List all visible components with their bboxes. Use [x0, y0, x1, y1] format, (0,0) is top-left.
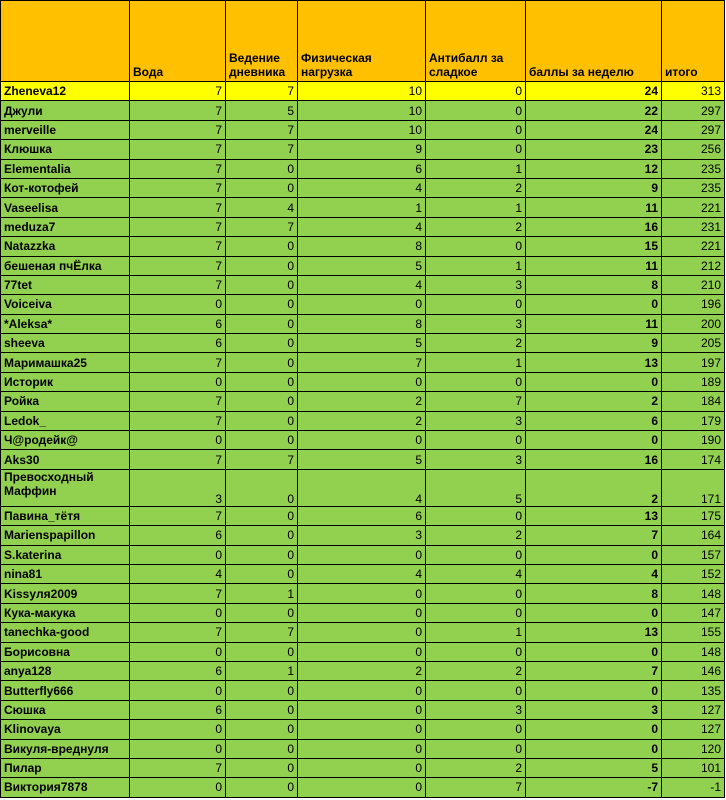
header-week: баллы за неделю	[526, 1, 662, 82]
water-cell: 7	[130, 450, 226, 469]
participant-name: Ч@родейк@	[1, 431, 130, 450]
participant-name: nina81	[1, 564, 130, 583]
sweets-cell: 2	[426, 217, 526, 236]
water-cell: 7	[130, 411, 226, 430]
sweets-cell: 0	[426, 120, 526, 139]
total-score-cell: 120	[662, 739, 725, 758]
week-score-cell: 11	[526, 256, 662, 275]
diary-cell: 0	[226, 431, 298, 450]
total-score-cell: 127	[662, 720, 725, 739]
diary-cell: 0	[226, 469, 298, 506]
diary-cell: 7	[226, 120, 298, 139]
sweets-cell: 0	[426, 642, 526, 661]
water-cell: 3	[130, 469, 226, 506]
exercise-cell: 4	[298, 275, 426, 294]
sweets-cell: 2	[426, 526, 526, 545]
participant-name: Butterfly666	[1, 681, 130, 700]
diary-cell: 5	[226, 101, 298, 120]
participant-name: Павина_тётя	[1, 506, 130, 525]
diary-cell: 0	[226, 178, 298, 197]
participant-name: Превосходный Маффин	[1, 469, 130, 506]
participant-name: Маримашка25	[1, 353, 130, 372]
total-score-cell: 235	[662, 159, 725, 178]
water-cell: 7	[130, 353, 226, 372]
header-diary: Ведение дневника	[226, 1, 298, 82]
exercise-cell: 0	[298, 295, 426, 314]
sweets-cell: 0	[426, 140, 526, 159]
exercise-cell: 0	[298, 720, 426, 739]
table-row	[1, 526, 725, 545]
exercise-cell: 7	[298, 353, 426, 372]
table-row	[1, 159, 725, 178]
sweets-cell: 1	[426, 353, 526, 372]
table-row	[1, 545, 725, 564]
participant-name: Vaseelisa	[1, 198, 130, 217]
sweets-cell: 2	[426, 661, 526, 680]
total-score-cell: 196	[662, 295, 725, 314]
sweets-cell: 0	[426, 431, 526, 450]
table-row	[1, 372, 725, 391]
week-score-cell: 0	[526, 720, 662, 739]
exercise-cell: 5	[298, 450, 426, 469]
total-score-cell: 146	[662, 661, 725, 680]
participant-name: Elementalia	[1, 159, 130, 178]
table-row	[1, 661, 725, 680]
table-row	[1, 564, 725, 583]
table-row	[1, 506, 725, 525]
total-score-cell: 101	[662, 758, 725, 777]
sweets-cell: 0	[426, 372, 526, 391]
diary-cell: 0	[226, 237, 298, 256]
header-exercise: Физическая нагрузка	[298, 1, 426, 82]
diary-cell: 0	[226, 758, 298, 777]
table-row	[1, 217, 725, 236]
water-cell: 7	[130, 178, 226, 197]
sweets-cell: 2	[426, 178, 526, 197]
total-score-cell: 235	[662, 178, 725, 197]
week-score-cell: 8	[526, 275, 662, 294]
water-cell: 0	[130, 372, 226, 391]
diary-cell: 0	[226, 275, 298, 294]
week-score-cell: -7	[526, 778, 662, 797]
exercise-cell: 10	[298, 120, 426, 139]
sweets-cell: 2	[426, 758, 526, 777]
exercise-cell: 0	[298, 431, 426, 450]
week-score-cell: 13	[526, 623, 662, 642]
diary-cell: 0	[226, 545, 298, 564]
table-row	[1, 642, 725, 661]
week-score-cell: 3	[526, 700, 662, 719]
exercise-cell: 0	[298, 545, 426, 564]
table-row	[1, 469, 725, 506]
exercise-cell: 6	[298, 159, 426, 178]
diary-cell: 7	[226, 140, 298, 159]
exercise-cell: 8	[298, 314, 426, 333]
table-row	[1, 237, 725, 256]
diary-cell: 0	[226, 353, 298, 372]
diary-cell: 0	[226, 256, 298, 275]
total-score-cell: 189	[662, 372, 725, 391]
week-score-cell: 2	[526, 469, 662, 506]
table-body	[1, 82, 725, 798]
diary-cell: 7	[226, 623, 298, 642]
week-score-cell: 11	[526, 314, 662, 333]
table-row	[1, 198, 725, 217]
header-name	[1, 1, 130, 82]
diary-cell: 0	[226, 411, 298, 430]
exercise-cell: 8	[298, 237, 426, 256]
sweets-cell: 1	[426, 623, 526, 642]
water-cell: 4	[130, 564, 226, 583]
water-cell: 7	[130, 217, 226, 236]
participant-name: Voiceiva	[1, 295, 130, 314]
total-score-cell: 174	[662, 450, 725, 469]
diary-cell: 1	[226, 584, 298, 603]
total-score-cell: 210	[662, 275, 725, 294]
sweets-cell: 0	[426, 584, 526, 603]
total-score-cell: 231	[662, 217, 725, 236]
participant-name: anya128	[1, 661, 130, 680]
week-score-cell: 0	[526, 681, 662, 700]
week-score-cell: 0	[526, 603, 662, 622]
diary-cell: 0	[226, 159, 298, 178]
total-score-cell: 221	[662, 237, 725, 256]
water-cell: 7	[130, 120, 226, 139]
total-score-cell: 190	[662, 431, 725, 450]
sweets-cell: 1	[426, 198, 526, 217]
diary-cell: 0	[226, 526, 298, 545]
water-cell: 0	[130, 295, 226, 314]
diary-cell: 4	[226, 198, 298, 217]
week-score-cell: 5	[526, 758, 662, 777]
participant-name: Историк	[1, 372, 130, 391]
exercise-cell: 0	[298, 584, 426, 603]
exercise-cell: 4	[298, 178, 426, 197]
total-score-cell: -1	[662, 778, 725, 797]
table-row	[1, 700, 725, 719]
sweets-cell: 0	[426, 720, 526, 739]
exercise-cell: 9	[298, 140, 426, 159]
exercise-cell: 2	[298, 411, 426, 430]
participant-name: Кот-котофей	[1, 178, 130, 197]
exercise-cell: 0	[298, 758, 426, 777]
water-cell: 6	[130, 314, 226, 333]
participant-name: Aks30	[1, 450, 130, 469]
water-cell: 7	[130, 758, 226, 777]
total-score-cell: 200	[662, 314, 725, 333]
total-score-cell: 175	[662, 506, 725, 525]
exercise-cell: 2	[298, 661, 426, 680]
total-score-cell: 256	[662, 140, 725, 159]
sweets-cell: 1	[426, 256, 526, 275]
week-score-cell: 6	[526, 411, 662, 430]
total-score-cell: 179	[662, 411, 725, 430]
sweets-cell: 3	[426, 314, 526, 333]
water-cell: 7	[130, 140, 226, 159]
sweets-cell: 7	[426, 778, 526, 797]
week-score-cell: 0	[526, 295, 662, 314]
table-row	[1, 140, 725, 159]
exercise-cell: 4	[298, 564, 426, 583]
participant-name: tanechka-good	[1, 623, 130, 642]
diary-cell: 0	[226, 372, 298, 391]
participant-name: Natazzka	[1, 237, 130, 256]
water-cell: 6	[130, 700, 226, 719]
sweets-cell: 0	[426, 295, 526, 314]
participant-name: 77tet	[1, 275, 130, 294]
table-row	[1, 720, 725, 739]
total-score-cell: 152	[662, 564, 725, 583]
participant-name: Викуля-вреднуля	[1, 739, 130, 758]
total-score-cell: 127	[662, 700, 725, 719]
table-row	[1, 314, 725, 333]
total-score-cell: 297	[662, 120, 725, 139]
total-score-cell: 313	[662, 82, 725, 101]
exercise-cell: 10	[298, 101, 426, 120]
participant-name: Виктория7878	[1, 778, 130, 797]
sweets-cell: 4	[426, 564, 526, 583]
table-row	[1, 411, 725, 430]
table-row	[1, 623, 725, 642]
exercise-cell: 0	[298, 642, 426, 661]
week-score-cell: 7	[526, 526, 662, 545]
week-score-cell: 15	[526, 237, 662, 256]
exercise-cell: 2	[298, 392, 426, 411]
week-score-cell: 0	[526, 642, 662, 661]
sweets-cell: 3	[426, 700, 526, 719]
table-row	[1, 295, 725, 314]
diary-cell: 0	[226, 681, 298, 700]
participant-name: Kissyля2009	[1, 584, 130, 603]
water-cell: 7	[130, 198, 226, 217]
exercise-cell: 5	[298, 256, 426, 275]
week-score-cell: 9	[526, 334, 662, 353]
table-row	[1, 739, 725, 758]
total-score-cell: 147	[662, 603, 725, 622]
exercise-cell: 0	[298, 372, 426, 391]
water-cell: 7	[130, 82, 226, 101]
week-score-cell: 11	[526, 198, 662, 217]
diary-cell: 1	[226, 661, 298, 680]
water-cell: 7	[130, 275, 226, 294]
week-score-cell: 0	[526, 372, 662, 391]
total-score-cell: 297	[662, 101, 725, 120]
week-score-cell: 13	[526, 353, 662, 372]
sweets-cell: 3	[426, 275, 526, 294]
water-cell: 6	[130, 661, 226, 680]
water-cell: 0	[130, 545, 226, 564]
sweets-cell: 0	[426, 82, 526, 101]
table-row	[1, 778, 725, 797]
water-cell: 6	[130, 526, 226, 545]
participant-name: Ройка	[1, 392, 130, 411]
sweets-cell: 2	[426, 334, 526, 353]
diary-cell: 0	[226, 739, 298, 758]
week-score-cell: 0	[526, 545, 662, 564]
diary-cell: 0	[226, 295, 298, 314]
week-score-cell: 9	[526, 178, 662, 197]
total-score-cell: 197	[662, 353, 725, 372]
participant-name: sheeva	[1, 334, 130, 353]
sweets-cell: 0	[426, 506, 526, 525]
diary-cell: 0	[226, 720, 298, 739]
sweets-cell: 5	[426, 469, 526, 506]
total-score-cell: 148	[662, 642, 725, 661]
table-row	[1, 82, 725, 101]
participant-name: Сюшка	[1, 700, 130, 719]
exercise-cell: 0	[298, 778, 426, 797]
diary-cell: 7	[226, 82, 298, 101]
sweets-cell: 0	[426, 739, 526, 758]
diary-cell: 0	[226, 334, 298, 353]
water-cell: 7	[130, 159, 226, 178]
sweets-cell: 0	[426, 101, 526, 120]
exercise-cell: 4	[298, 469, 426, 506]
water-cell: 0	[130, 739, 226, 758]
total-score-cell: 135	[662, 681, 725, 700]
participant-name: Борисовна	[1, 642, 130, 661]
exercise-cell: 5	[298, 334, 426, 353]
exercise-cell: 4	[298, 217, 426, 236]
total-score-cell: 184	[662, 392, 725, 411]
exercise-cell: 1	[298, 198, 426, 217]
table-row	[1, 178, 725, 197]
water-cell: 0	[130, 778, 226, 797]
table-row	[1, 603, 725, 622]
table-row	[1, 450, 725, 469]
participant-name: *Aleksa*	[1, 314, 130, 333]
table-row	[1, 431, 725, 450]
week-score-cell: 23	[526, 140, 662, 159]
header-row	[1, 1, 725, 82]
diary-cell: 7	[226, 450, 298, 469]
week-score-cell: 0	[526, 739, 662, 758]
week-score-cell: 2	[526, 392, 662, 411]
sweets-cell: 3	[426, 450, 526, 469]
diary-cell: 0	[226, 564, 298, 583]
sweets-cell: 0	[426, 681, 526, 700]
participant-name: S.katerina	[1, 545, 130, 564]
week-score-cell: 16	[526, 450, 662, 469]
week-score-cell: 7	[526, 661, 662, 680]
participant-name: Клюшка	[1, 140, 130, 159]
header-total: итого	[662, 1, 725, 82]
header-water: Вода	[130, 1, 226, 82]
water-cell: 0	[130, 720, 226, 739]
participant-name: Пилар	[1, 758, 130, 777]
exercise-cell: 6	[298, 506, 426, 525]
sweets-cell: 7	[426, 392, 526, 411]
participant-name: Джули	[1, 101, 130, 120]
participant-name: Кука-макука	[1, 603, 130, 622]
participant-name: meduza7	[1, 217, 130, 236]
participant-name: Ledok_	[1, 411, 130, 430]
table-row	[1, 758, 725, 777]
diary-cell: 0	[226, 506, 298, 525]
exercise-cell: 0	[298, 739, 426, 758]
header-sweets: Антибалл за сладкое	[426, 1, 526, 82]
total-score-cell: 164	[662, 526, 725, 545]
table-row	[1, 275, 725, 294]
water-cell: 7	[130, 584, 226, 603]
table-row	[1, 681, 725, 700]
total-score-cell: 157	[662, 545, 725, 564]
participant-name: бешеная пчЁлка	[1, 256, 130, 275]
diary-cell: 0	[226, 314, 298, 333]
participant-name: Marienspapillon	[1, 526, 130, 545]
sweets-cell: 3	[426, 411, 526, 430]
water-cell: 7	[130, 256, 226, 275]
week-score-cell: 13	[526, 506, 662, 525]
table-row	[1, 120, 725, 139]
water-cell: 0	[130, 603, 226, 622]
diary-cell: 0	[226, 642, 298, 661]
water-cell: 7	[130, 392, 226, 411]
diary-cell: 0	[226, 603, 298, 622]
participant-name: Zheneva12	[1, 82, 130, 101]
total-score-cell: 221	[662, 198, 725, 217]
sweets-cell: 0	[426, 545, 526, 564]
exercise-cell: 0	[298, 603, 426, 622]
participant-name: merveille	[1, 120, 130, 139]
total-score-cell: 212	[662, 256, 725, 275]
participant-name: Klinovaya	[1, 720, 130, 739]
week-score-cell: 4	[526, 564, 662, 583]
water-cell: 0	[130, 681, 226, 700]
exercise-cell: 0	[298, 681, 426, 700]
table-row	[1, 392, 725, 411]
exercise-cell: 0	[298, 700, 426, 719]
exercise-cell: 3	[298, 526, 426, 545]
water-cell: 0	[130, 431, 226, 450]
table-row	[1, 334, 725, 353]
week-score-cell: 12	[526, 159, 662, 178]
week-score-cell: 8	[526, 584, 662, 603]
week-score-cell: 22	[526, 101, 662, 120]
total-score-cell: 148	[662, 584, 725, 603]
total-score-cell: 171	[662, 469, 725, 506]
week-score-cell: 16	[526, 217, 662, 236]
water-cell: 6	[130, 334, 226, 353]
table-row	[1, 256, 725, 275]
week-score-cell: 0	[526, 431, 662, 450]
total-score-cell: 205	[662, 334, 725, 353]
total-score-cell: 155	[662, 623, 725, 642]
week-score-cell: 24	[526, 82, 662, 101]
water-cell: 7	[130, 237, 226, 256]
table-row	[1, 584, 725, 603]
water-cell: 7	[130, 506, 226, 525]
week-score-cell: 24	[526, 120, 662, 139]
exercise-cell: 10	[298, 82, 426, 101]
sweets-cell: 0	[426, 603, 526, 622]
table-row	[1, 101, 725, 120]
exercise-cell: 0	[298, 623, 426, 642]
sweets-cell: 0	[426, 237, 526, 256]
diary-cell: 0	[226, 392, 298, 411]
water-cell: 0	[130, 642, 226, 661]
water-cell: 7	[130, 623, 226, 642]
water-cell: 7	[130, 101, 226, 120]
table-row	[1, 353, 725, 372]
diary-cell: 0	[226, 778, 298, 797]
diary-cell: 0	[226, 700, 298, 719]
sweets-cell: 1	[426, 159, 526, 178]
diary-cell: 7	[226, 217, 298, 236]
